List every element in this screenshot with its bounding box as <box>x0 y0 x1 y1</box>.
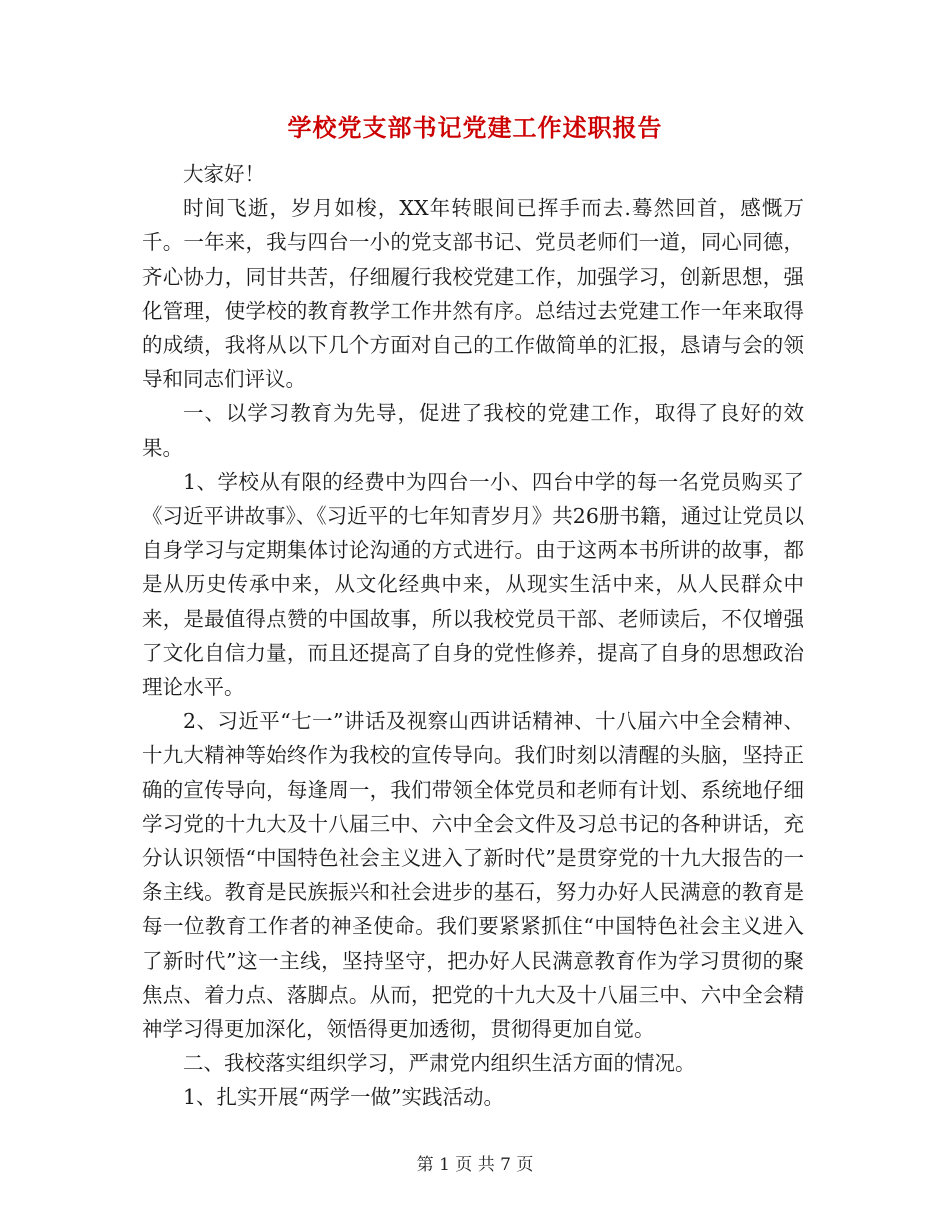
document-title: 学校党支部书记党建工作述职报告 <box>287 113 663 142</box>
paragraph-item-1-2: 2、习近平“七一”讲话及视察山西讲话精神、十八届六中全会精神、十九大精神等始终作为我校的宣传导向。我们时刻以清醒的头脑，坚持正确的宣传导向，每逢周一，我们带领全体党员和老师有计划、系统地仔细学习党的十九大及十八届三中、六中全会文件及习总书记的各种讲话，充分认识领悟“中国特色社会主义进入了新时代”是贯穿党的十九大报告的一条主线。教育是民族振兴和社会进步的基石，努力办好人民满意的教育是每一位教育工作者的神圣使命。我们要紧紧抓住“中国特色社会主义进入了新时代”这一主线，坚持坚守，把办好人民满意教育作为学习贯彻的聚焦点、着力点、落脚点。从而，把党的十九大及十八届三中、六中全会精神学习得更加深化，领悟得更加透彻，贯彻得更加自觉。 <box>142 709 804 1042</box>
document-body <box>142 157 804 1115</box>
page-footer: 第 1 页 共 7 页 <box>416 1155 534 1175</box>
section-heading-2: 二、我校落实组织学习，严肃党内组织生活方面的情况。 <box>183 1051 696 1076</box>
section-heading-1: 一、以学习教育为先导，促进了我校的党建工作，取得了良好的效果。 <box>142 401 804 460</box>
paragraph-greeting: 大家好！ <box>183 162 265 186</box>
paragraph-intro: 时间飞逝，岁月如梭，XX年转眼间已挥手而去.蓦然回首，感慨万千。一年来，我与四台一小的党支部书记、党员老师们一道，同心同德，齐心协力，同甘共苦，仔细履行我校党建工作，加强学习，创新思想，强化管理，使学校的教育教学工作井然有序。总结过去党建工作一年来取得的成绩，我将从以下几个方面对自己的工作做简单的汇报，恳请与会的领导和同志们评议。 <box>142 196 804 392</box>
paragraph-item-2-1: 1、扎实开展“两学一做”实践活动。 <box>183 1085 505 1110</box>
paragraph-item-1-1: 1、学校从有限的经费中为四台一小、四台中学的每一名党员购买了《习近平讲故事》、《习近平的七年知青岁月》共26册书籍，通过让党员以自身学习与定期集体讨论沟通的方式进行。由于这两本书所讲的故事，都是从历史传承中来，从文化经典中来，从现实生活中来，从人民群众中来，是最值得点赞的中国故事，所以我校党员干部、老师读后，不仅增强了文化自信力量，而且还提高了自身的党性修养，提高了自身的思想政治理论水平。 <box>142 469 804 700</box>
